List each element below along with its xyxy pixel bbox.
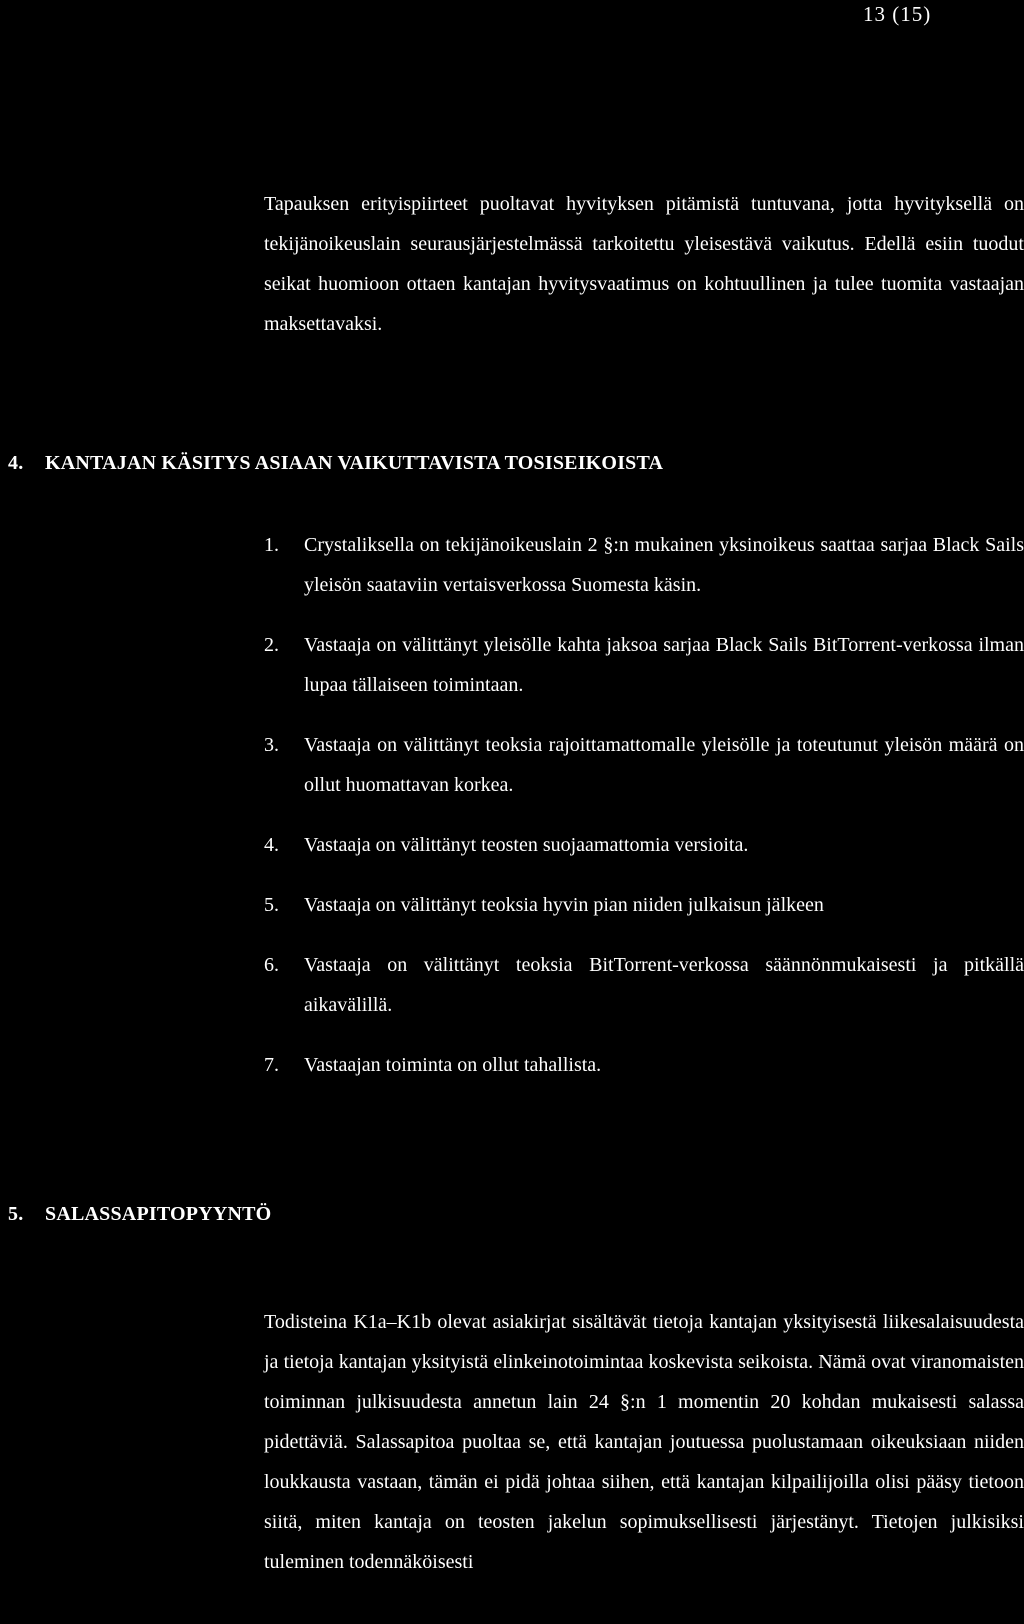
fact-item xyxy=(264,725,1024,805)
fact-item xyxy=(264,825,1024,865)
section-4-heading xyxy=(8,452,663,475)
fact-item xyxy=(264,525,1024,605)
fact-item xyxy=(264,1045,1024,1085)
fact-text: Vastaaja on välittänyt teoksia hyvin pian niiden julkaisun jälkeen xyxy=(304,894,824,916)
fact-number: 1. xyxy=(264,534,279,556)
section-5-title: SALASSAPITOPYYNTÖ xyxy=(45,1203,272,1225)
section-5-heading xyxy=(8,1203,271,1226)
intro-paragraph: Tapauksen erityispiirteet puoltavat hyvityksen pitämistä tuntuvana, jotta hyvityksellä on tekijänoikeuslain seurausjärjestelmässä tarkoitettu yleisestävä vaikutus. Edellä esiin tuodut seikat huomioon ottaen kantajan hyvitysvaatimus on kohtuullinen ja tulee tuomita vastaajan maksettavaksi. xyxy=(264,193,1024,335)
fact-item xyxy=(264,945,1024,1025)
fact-text: Vastaaja on välittänyt teoksia rajoittamattomalle yleisölle ja toteutunut yleisön määrä on ollut huomattavan korkea. xyxy=(304,734,1024,796)
confidentiality-paragraph: Todisteina K1a–K1b olevat asiakirjat sisältävät tietoja kantajan yksityisestä liikesalaisuudesta ja tietoja kantajan yksityistä elinkeinotoimintaa koskevista seikoista. Nämä ovat viranomaisten toiminnan julkisuudesta annetun lain 24 §:n 1 momentin 20 kohdan mukaisesti salassa pidettäviä. Salassapitoa puoltaa se, että kantajan joutuessa puolustamaan oikeuksiaan niiden loukkausta vastaan, tämän ei pidä johtaa siihen, että kantajan kilpailijoilla olisi pääsy tietoon siitä, miten kantaja on teosten jakelun sopimuksellisesti järjestänyt. Tietojen julkisiksi tuleminen todennäköisesti xyxy=(264,1311,1024,1573)
fact-text: Vastaaja on välittänyt yleisölle kahta jaksoa sarjaa Black Sails BitTorrent-verkossa ilman lupaa tällaiseen toimintaan. xyxy=(304,634,1024,696)
section-4-number: 4. xyxy=(8,452,24,474)
fact-number: 7. xyxy=(264,1054,279,1076)
fact-text: Vastaaja on välittänyt teosten suojaamattomia versioita. xyxy=(304,834,749,856)
fact-number: 3. xyxy=(264,734,279,756)
fact-number: 4. xyxy=(264,834,279,856)
section-5-number: 5. xyxy=(8,1203,24,1225)
section-4-title: KANTAJAN KÄSITYS ASIAAN VAIKUTTAVISTA TOSISEIKOISTA xyxy=(45,452,664,474)
fact-text: Crystaliksella on tekijänoikeuslain 2 §:n mukainen yksinoikeus saattaa sarjaa Black Sails yleisön saataviin vertaisverkossa Suomesta käsin. xyxy=(304,534,1024,596)
fact-number: 5. xyxy=(264,894,279,916)
fact-text: Vastaajan toiminta on ollut tahallista. xyxy=(304,1054,602,1076)
facts-list xyxy=(264,525,1024,1105)
fact-item xyxy=(264,885,1024,925)
fact-number: 6. xyxy=(264,954,279,976)
page-number: 13 (15) xyxy=(863,2,932,26)
fact-item xyxy=(264,625,1024,705)
fact-text: Vastaaja on välittänyt teoksia BitTorrent-verkossa säännönmukaisesti ja pitkällä aikavälillä. xyxy=(304,954,1024,1016)
fact-number: 2. xyxy=(264,634,279,656)
